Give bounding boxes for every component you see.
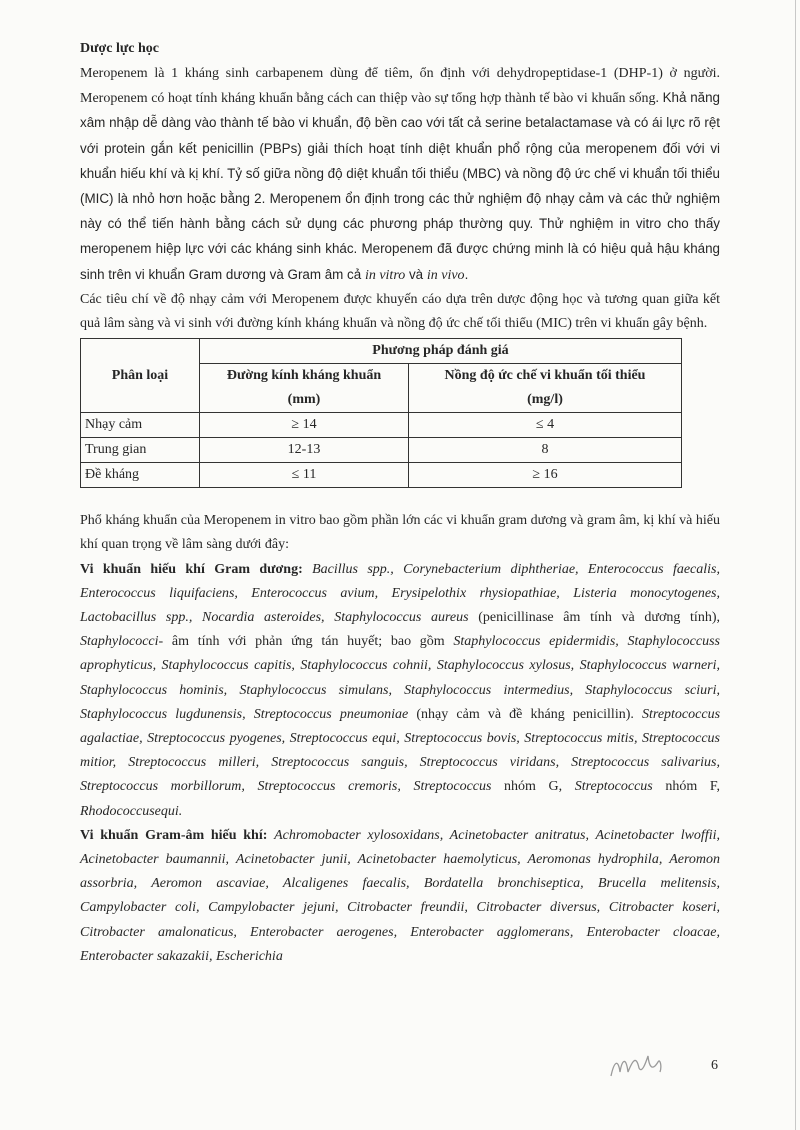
row-mic: ≥ 16: [409, 463, 682, 488]
text-run: (penicillinase âm tính và dương tính),: [468, 610, 720, 626]
header-evaluation-method: Phương pháp đánh giá: [200, 339, 682, 364]
row-class: Đề kháng: [81, 463, 200, 488]
header-diameter-label: Đường kính kháng khuẩn: [226, 368, 382, 384]
text-run: Meropenem là 1 kháng sinh carbapenem dùng để tiêm, ổn định với dehydropeptidase-1 (DHP-1) ở người. Meropenem có hoạt tính kháng khuẩn bằng cách can thiệp vào sự tổng hợp thành tế bào vi khuẩn sống.: [80, 66, 720, 107]
text-run: âm tính với phản ứng tán huyết; bao gồm: [163, 634, 454, 650]
text-run: (nhạy cảm và đề kháng penicillin).: [408, 706, 642, 722]
header-diameter-unit: (mm): [287, 392, 321, 408]
header-diameter: [200, 364, 409, 413]
table-row: [81, 413, 682, 438]
text-run: nhóm F,: [652, 779, 720, 795]
document-page: [80, 38, 720, 969]
row-diameter: ≤ 11: [200, 463, 409, 488]
text-run: Vi khuẩn hiếu khí Gram dương:: [80, 561, 313, 577]
row-diameter: 12-13: [200, 438, 409, 463]
susceptibility-table: [80, 338, 682, 488]
text-run: và: [405, 266, 427, 282]
row-diameter: ≥ 14: [200, 413, 409, 438]
text-run: Staphylococcus epidermidis, Staphylococcuss aprophyticus, Staphylococcus capitis, Staphylococcus cohnii, Staphylococcus xylosus, Staphylococcus warneri, Staphylococcus hominis, Staphylococcus simulans, Staphylococcus intermedius, Staphylococcus sciuri, Staphylococcus lugdunensis, Streptococcus pneumoniae: [80, 634, 720, 722]
section-heading: Dược lực học: [80, 41, 159, 56]
row-mic: ≤ 4: [409, 413, 682, 438]
text-run: Rhodococcusequi.: [80, 803, 183, 819]
row-mic: 8: [409, 438, 682, 463]
page-edge-line: [795, 0, 796, 1130]
antibacterial-spectrum-intro: Phổ kháng khuẩn của Meropenem in vitro bao gồm phần lớn các vi khuẩn gram dương và gram âm, kị khí và hiếu khí quan trọng về lâm sàng dưới đây:: [80, 513, 720, 553]
text-run: Bacillus spp., Corynebacterium diphtheriae, Enterococcus faecalis, Enterococcus liquifaciens, Enterococcus avium, Erysipelothix rhysiopathiae, Listeria monocytogenes, Lactobacillus spp., Nocardia asteroides, Staphylococcus aureus: [80, 561, 721, 626]
text-run: Khả năng xâm nhập dễ dàng vào thành tế bào vi khuẩn, độ bền cao với tất cả serine betalactamase và có ái lực rõ rệt với protein gắn kết penicillin (PBPs) giải thích hoạt tính diệt khuẩn phổ rộng của meropenem đối với vi khuẩn hiếu khí và kị khí. Tỷ số giữa nồng độ diệt khuẩn tối thiểu (MBC) và nồng độ ức chế vi khuẩn tối thiểu (MIC) là nhỏ hơn hoặc bằng 2. Meropenem ổn định trong các thử nghiệm độ nhạy cảm và các thử nghiệm này có thể tiến hành bằng cách sử dụng các phương pháp thường quy. Thử nghiệm in vitro cho thấy meropenem hiệp lực với các kháng sinh khác. Meropenem đã được chứng minh là có hiệu quả hậu kháng sinh trên vi khuẩn Gram dương và Gram âm cả: [80, 90, 720, 282]
text-run: in vivo: [426, 267, 465, 283]
header-mic-unit: (mg/l): [527, 392, 563, 408]
text-run: Achromobacter xylosoxidans, Acinetobacter anitratus, Acinetobacter lwoffii, Acinetobacter baumannii, Acinetobacter junii, Acinetobacter haemolyticus, Aeromonas hydrophila, Aeromon assorbria, Aeromon ascaviae, Alcaligenes faecalis, Bordatella bronchiseptica, Brucella melitensis, Campylobacter coli, Campylobacter jejuni, Citrobacter freundii, Citrobacter diversus, Citrobacter koseri, Citrobacter amalonaticus, Enterobacter aerogenes, Enterobacter agglomerans, Enterobacter cloacae, Enterobacter sakazakii, Escherichia: [80, 827, 720, 964]
text-run: .: [464, 266, 469, 282]
gram-negative-aerobes-paragraph: [80, 824, 720, 969]
text-run: nhóm G,: [491, 779, 575, 795]
text-run: Streptococcus: [574, 779, 653, 795]
page-number: 6: [711, 1058, 718, 1073]
table-row: [81, 463, 682, 488]
text-run: Staphylococci-: [80, 634, 164, 650]
text-run: Streptococcus agalactiae, Streptococcus pyogenes, Streptococcus equi, Streptococcus bovis, Streptococcus mitis, Streptococcus mitior, Streptococcus milleri, Streptococcus sanguis, Streptococcus viridans, Streptococcus salivarius, Streptococcus morbillorum, Streptococcus cremoris, Streptococcus: [80, 706, 721, 795]
text-run: in vitro: [364, 267, 406, 283]
header-mic-label: Nồng độ ức chế vi khuẩn tối thiểu: [444, 368, 646, 384]
gram-positive-aerobes-paragraph: [80, 558, 720, 824]
text-run: Vi khuẩn Gram-âm hiếu khí:: [80, 827, 275, 843]
row-class: Nhạy cảm: [81, 413, 200, 438]
pharmacodynamics-paragraph: [80, 62, 720, 288]
header-classification: Phân loại: [81, 339, 200, 413]
susceptibility-criteria-paragraph: Các tiêu chí về độ nhạy cảm với Meropenem được khuyến cáo dựa trên dược động học và tương quan giữa kết quả lâm sàng và vi sinh với đường kính kháng khuẩn và nồng độ ức chế tối thiểu (MIC) trên vi khuẩn gây bệnh.: [80, 291, 720, 332]
table-row: [81, 438, 682, 463]
row-class: Trung gian: [81, 438, 200, 463]
header-mic: [409, 364, 682, 413]
initials-signature-icon: [608, 1048, 680, 1082]
